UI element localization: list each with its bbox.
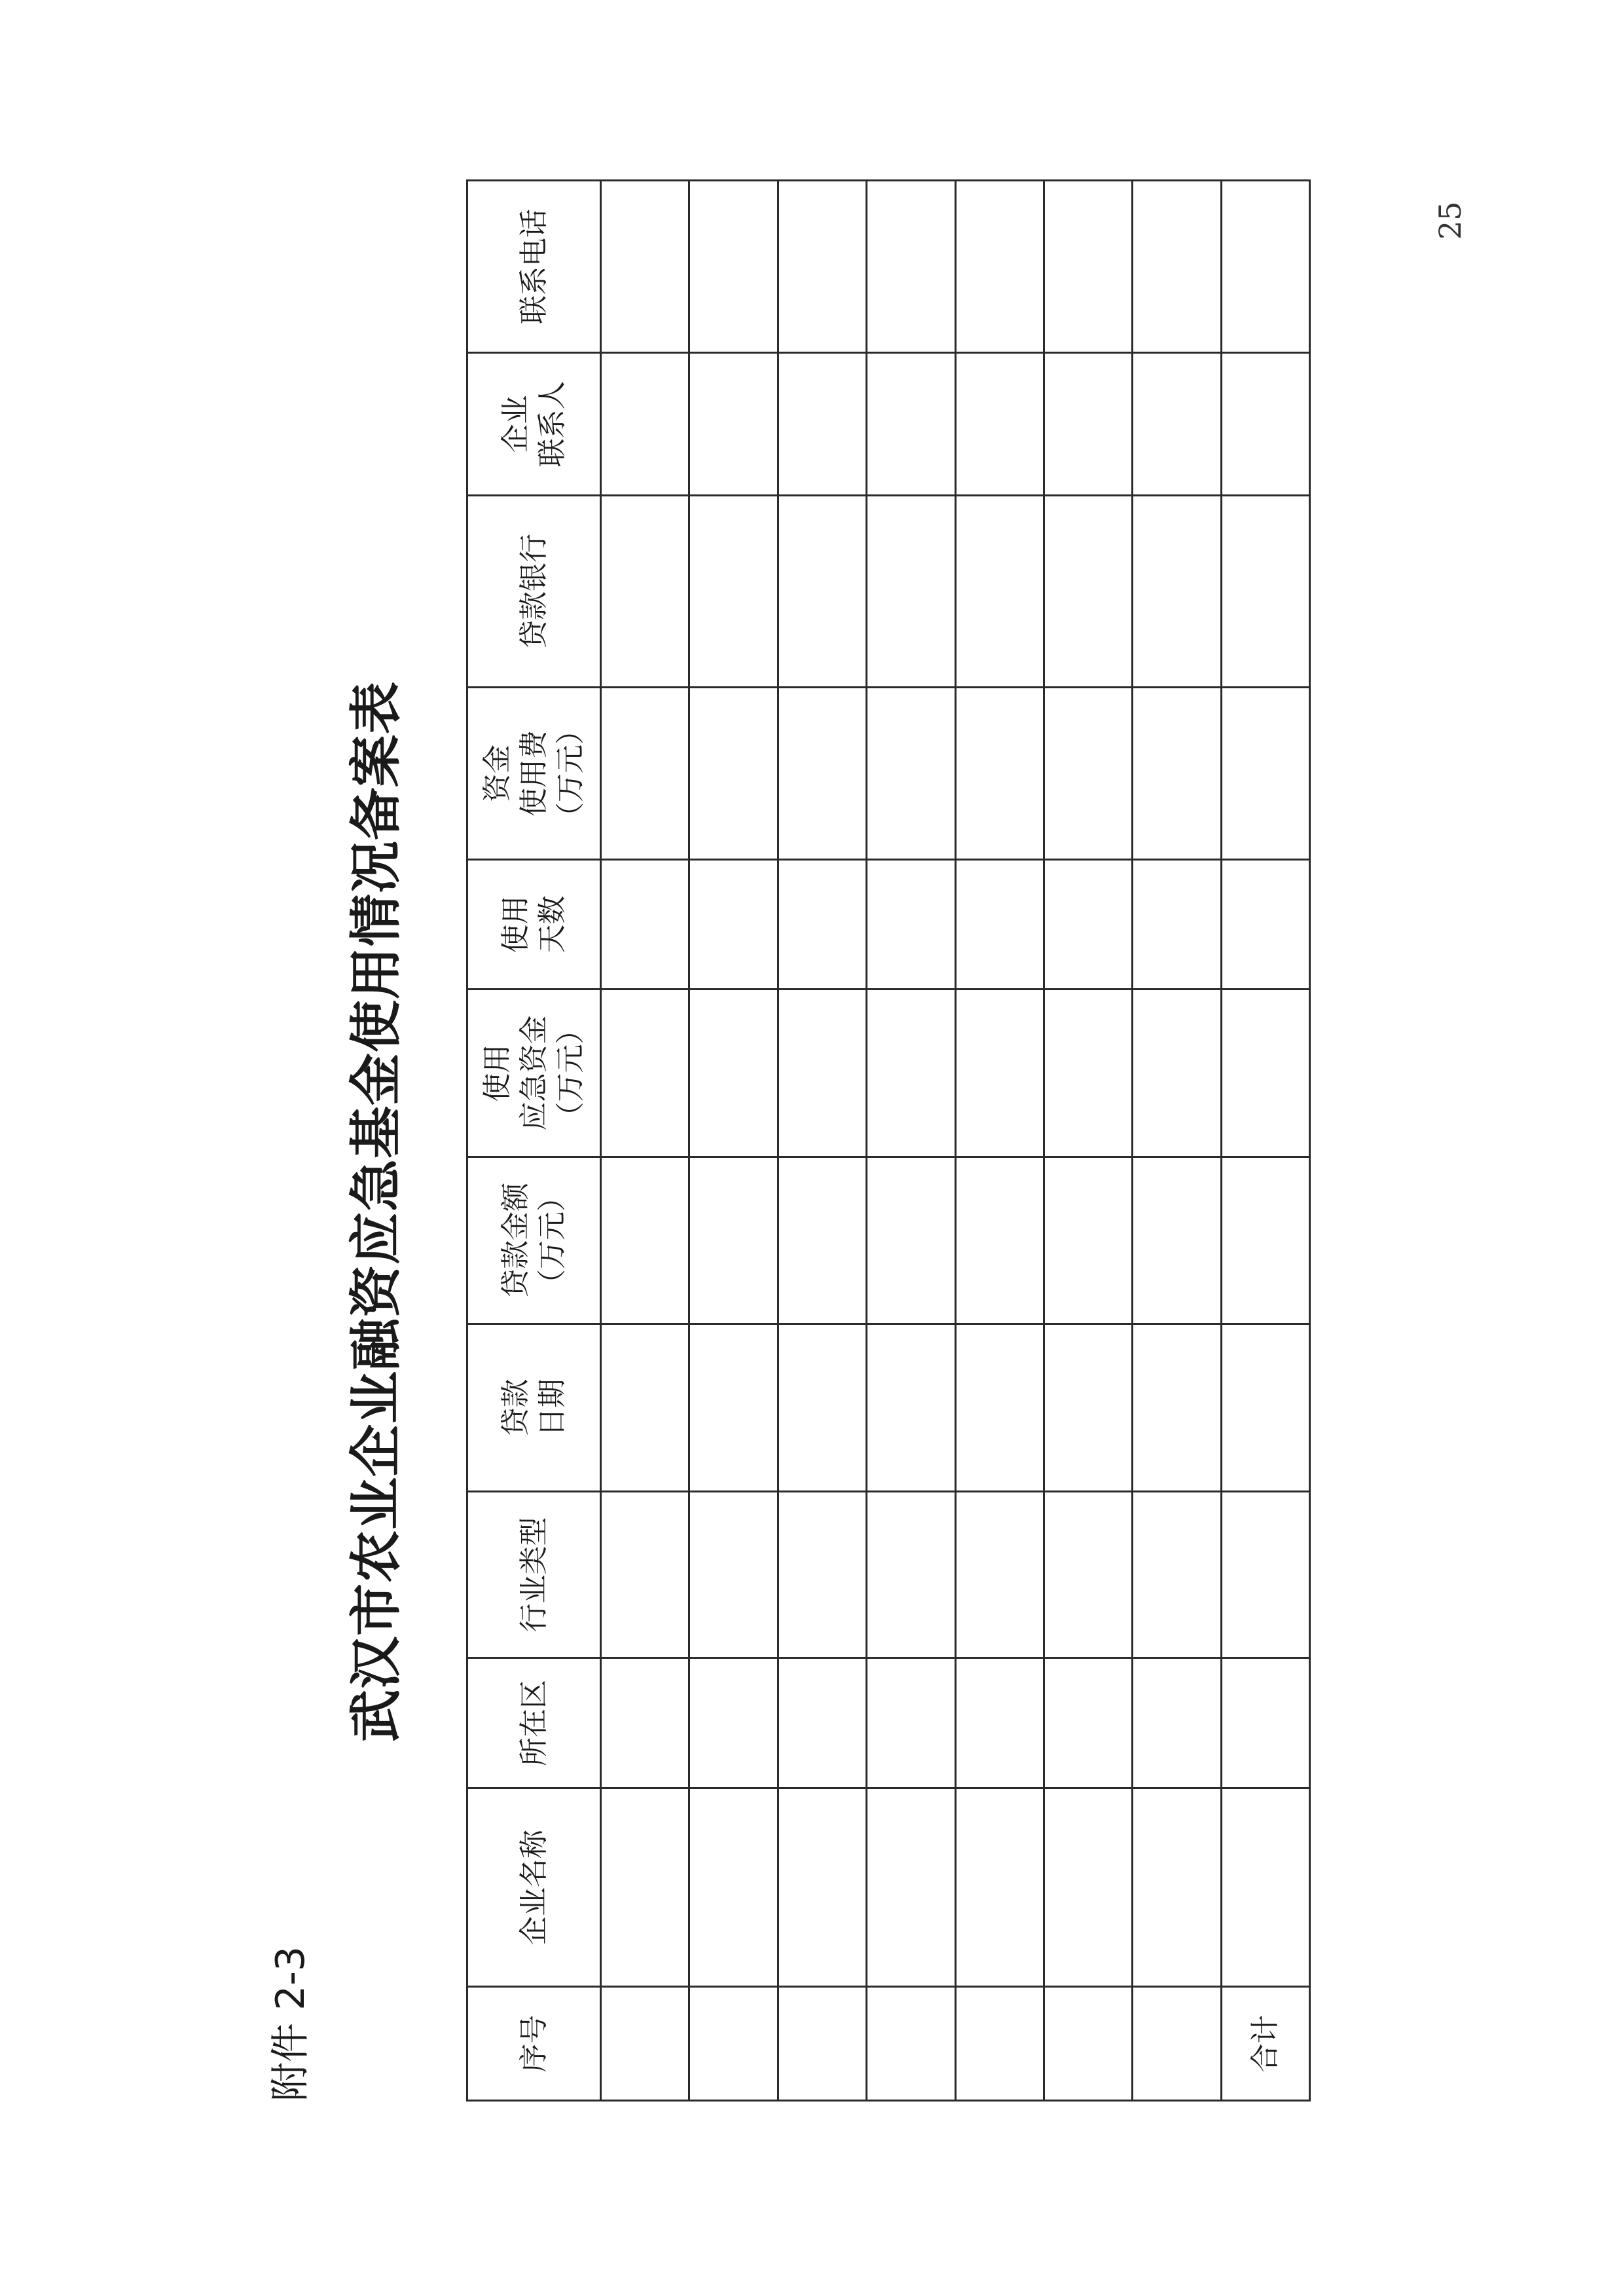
table-cell[interactable] [1221,1324,1309,1492]
header-cell-lending-bank: 贷款银行 [467,496,601,688]
table-cell[interactable] [689,1324,778,1492]
header-cell-industry-type: 行业类型 [467,1492,601,1658]
table-cell[interactable] [601,1987,689,2101]
table-cell[interactable] [778,1788,866,1987]
table-cell[interactable] [1133,496,1221,688]
table-cell[interactable] [601,990,689,1157]
table-cell[interactable] [867,496,955,688]
table-cell[interactable] [1044,1492,1132,1658]
table-cell[interactable] [689,860,778,990]
table-cell[interactable] [1044,1658,1132,1788]
table-cell[interactable] [955,496,1044,688]
table-row [778,181,866,2101]
table-cell[interactable] [867,1157,955,1324]
table-cell[interactable] [867,181,955,353]
table-cell[interactable] [1133,688,1221,860]
table-row [689,181,778,2101]
attachment-label: 附件 2-3 [268,1946,314,2102]
table-cell[interactable] [689,1658,778,1788]
table-cell[interactable] [601,688,689,860]
table-cell[interactable] [1221,860,1309,990]
table-cell[interactable] [867,1987,955,2101]
table-cell[interactable] [1221,1157,1309,1324]
table-cell[interactable] [1221,688,1309,860]
table-cell[interactable] [778,1324,866,1492]
table-cell[interactable] [1044,860,1132,990]
table-cell[interactable] [867,860,955,990]
header-cell-loan-date: 贷款 日期 [467,1324,601,1492]
table-cell[interactable] [1133,860,1221,990]
table-cell[interactable] [955,353,1044,496]
table-cell[interactable] [867,990,955,1157]
table-cell[interactable] [867,1324,955,1492]
table-cell[interactable] [1044,496,1132,688]
table-cell[interactable] [601,353,689,496]
header-row [467,181,601,2101]
table-cell[interactable] [1044,1324,1132,1492]
table-row [867,181,955,2101]
table-cell[interactable] [689,1157,778,1324]
table-cell[interactable] [601,1658,689,1788]
table-cell[interactable] [1044,1788,1132,1987]
table-cell[interactable] [778,496,866,688]
table-cell[interactable] [778,1987,866,2101]
table-cell[interactable] [778,1492,866,1658]
header-cell-usage-fee: 资金 使用费 （万元） [467,688,601,860]
table-cell[interactable] [1044,990,1132,1157]
table-cell[interactable] [689,990,778,1157]
table-cell[interactable] [867,353,955,496]
table-cell[interactable] [1221,496,1309,688]
table-cell[interactable] [1044,1987,1132,2101]
table-cell[interactable] [955,1658,1044,1788]
table-row [1044,181,1132,2101]
table-cell[interactable] [778,1658,866,1788]
table-cell[interactable] [1133,1987,1221,2101]
table-cell[interactable] [955,990,1044,1157]
table-cell[interactable] [1221,1658,1309,1788]
page-title: 武汉市农业企业融资应急基金使用情况备案表 [345,681,407,1742]
table-cell[interactable] [1133,353,1221,496]
table-cell[interactable] [955,181,1044,353]
header-cell-district: 所在区 [467,1658,601,1788]
table-cell[interactable] [1133,1492,1221,1658]
page-number: 25 [1432,201,1468,240]
header-cell-contact-person: 企业 联系人 [467,353,601,496]
table-cell[interactable] [955,688,1044,860]
table-cell[interactable] [601,860,689,990]
table-cell[interactable] [601,1788,689,1987]
header-cell-loan-amount: 贷款金额 （万元） [467,1157,601,1324]
table-cell[interactable] [689,496,778,688]
table-cell[interactable] [689,353,778,496]
table-cell[interactable] [689,1788,778,1987]
table-cell[interactable] [867,1658,955,1788]
table-cell[interactable] [867,1788,955,1987]
table-cell[interactable] [1221,1788,1309,1987]
table-cell[interactable] [955,1987,1044,2101]
table-cell[interactable] [955,1788,1044,1987]
table-cell[interactable] [867,1492,955,1658]
table-cell[interactable] [689,1492,778,1658]
table-cell[interactable] [601,1324,689,1492]
table-cell[interactable] [955,1324,1044,1492]
table-cell[interactable] [867,688,955,860]
table-cell[interactable] [1221,181,1309,353]
table-cell[interactable] [778,990,866,1157]
table-cell[interactable] [1133,181,1221,353]
table-cell[interactable] [1133,1324,1221,1492]
table-cell[interactable] [955,860,1044,990]
table-cell[interactable] [1044,1157,1132,1324]
table-cell[interactable] [1044,353,1132,496]
header-cell-emergency-fund: 使用 应急资金 （万元） [467,990,601,1157]
table-cell[interactable] [1044,688,1132,860]
table-cell[interactable] [778,1157,866,1324]
table-cell[interactable] [955,1492,1044,1658]
header-cell-serial: 序号 [467,1987,601,2101]
table-cell[interactable] [601,1492,689,1658]
table-cell[interactable] [601,1157,689,1324]
total-label: 合计 [1221,1987,1309,2101]
table-cell[interactable] [1133,1157,1221,1324]
header-cell-company-name: 企业名称 [467,1788,601,1987]
table-cell[interactable] [689,688,778,860]
table-cell[interactable] [778,860,866,990]
header-cell-usage-days: 使用 天数 [467,860,601,990]
table-cell[interactable] [1133,1788,1221,1987]
table-cell[interactable] [955,1157,1044,1324]
table-cell[interactable] [689,181,778,353]
table-cell[interactable] [1133,990,1221,1157]
table-row-total [1221,181,1309,2101]
table-cell[interactable] [601,496,689,688]
table-cell[interactable] [1221,353,1309,496]
table-cell[interactable] [601,181,689,353]
record-table [466,179,1311,2102]
table-cell[interactable] [1221,990,1309,1157]
table-cell[interactable] [1221,1492,1309,1658]
table-cell[interactable] [778,353,866,496]
table-cell[interactable] [689,1987,778,2101]
table-row [955,181,1044,2101]
header-cell-phone: 联系电话 [467,181,601,353]
table-row [601,181,689,2101]
table-cell[interactable] [1044,181,1132,353]
table-row [1133,181,1221,2101]
table-cell[interactable] [778,181,866,353]
table-cell[interactable] [778,688,866,860]
table-cell[interactable] [1133,1658,1221,1788]
